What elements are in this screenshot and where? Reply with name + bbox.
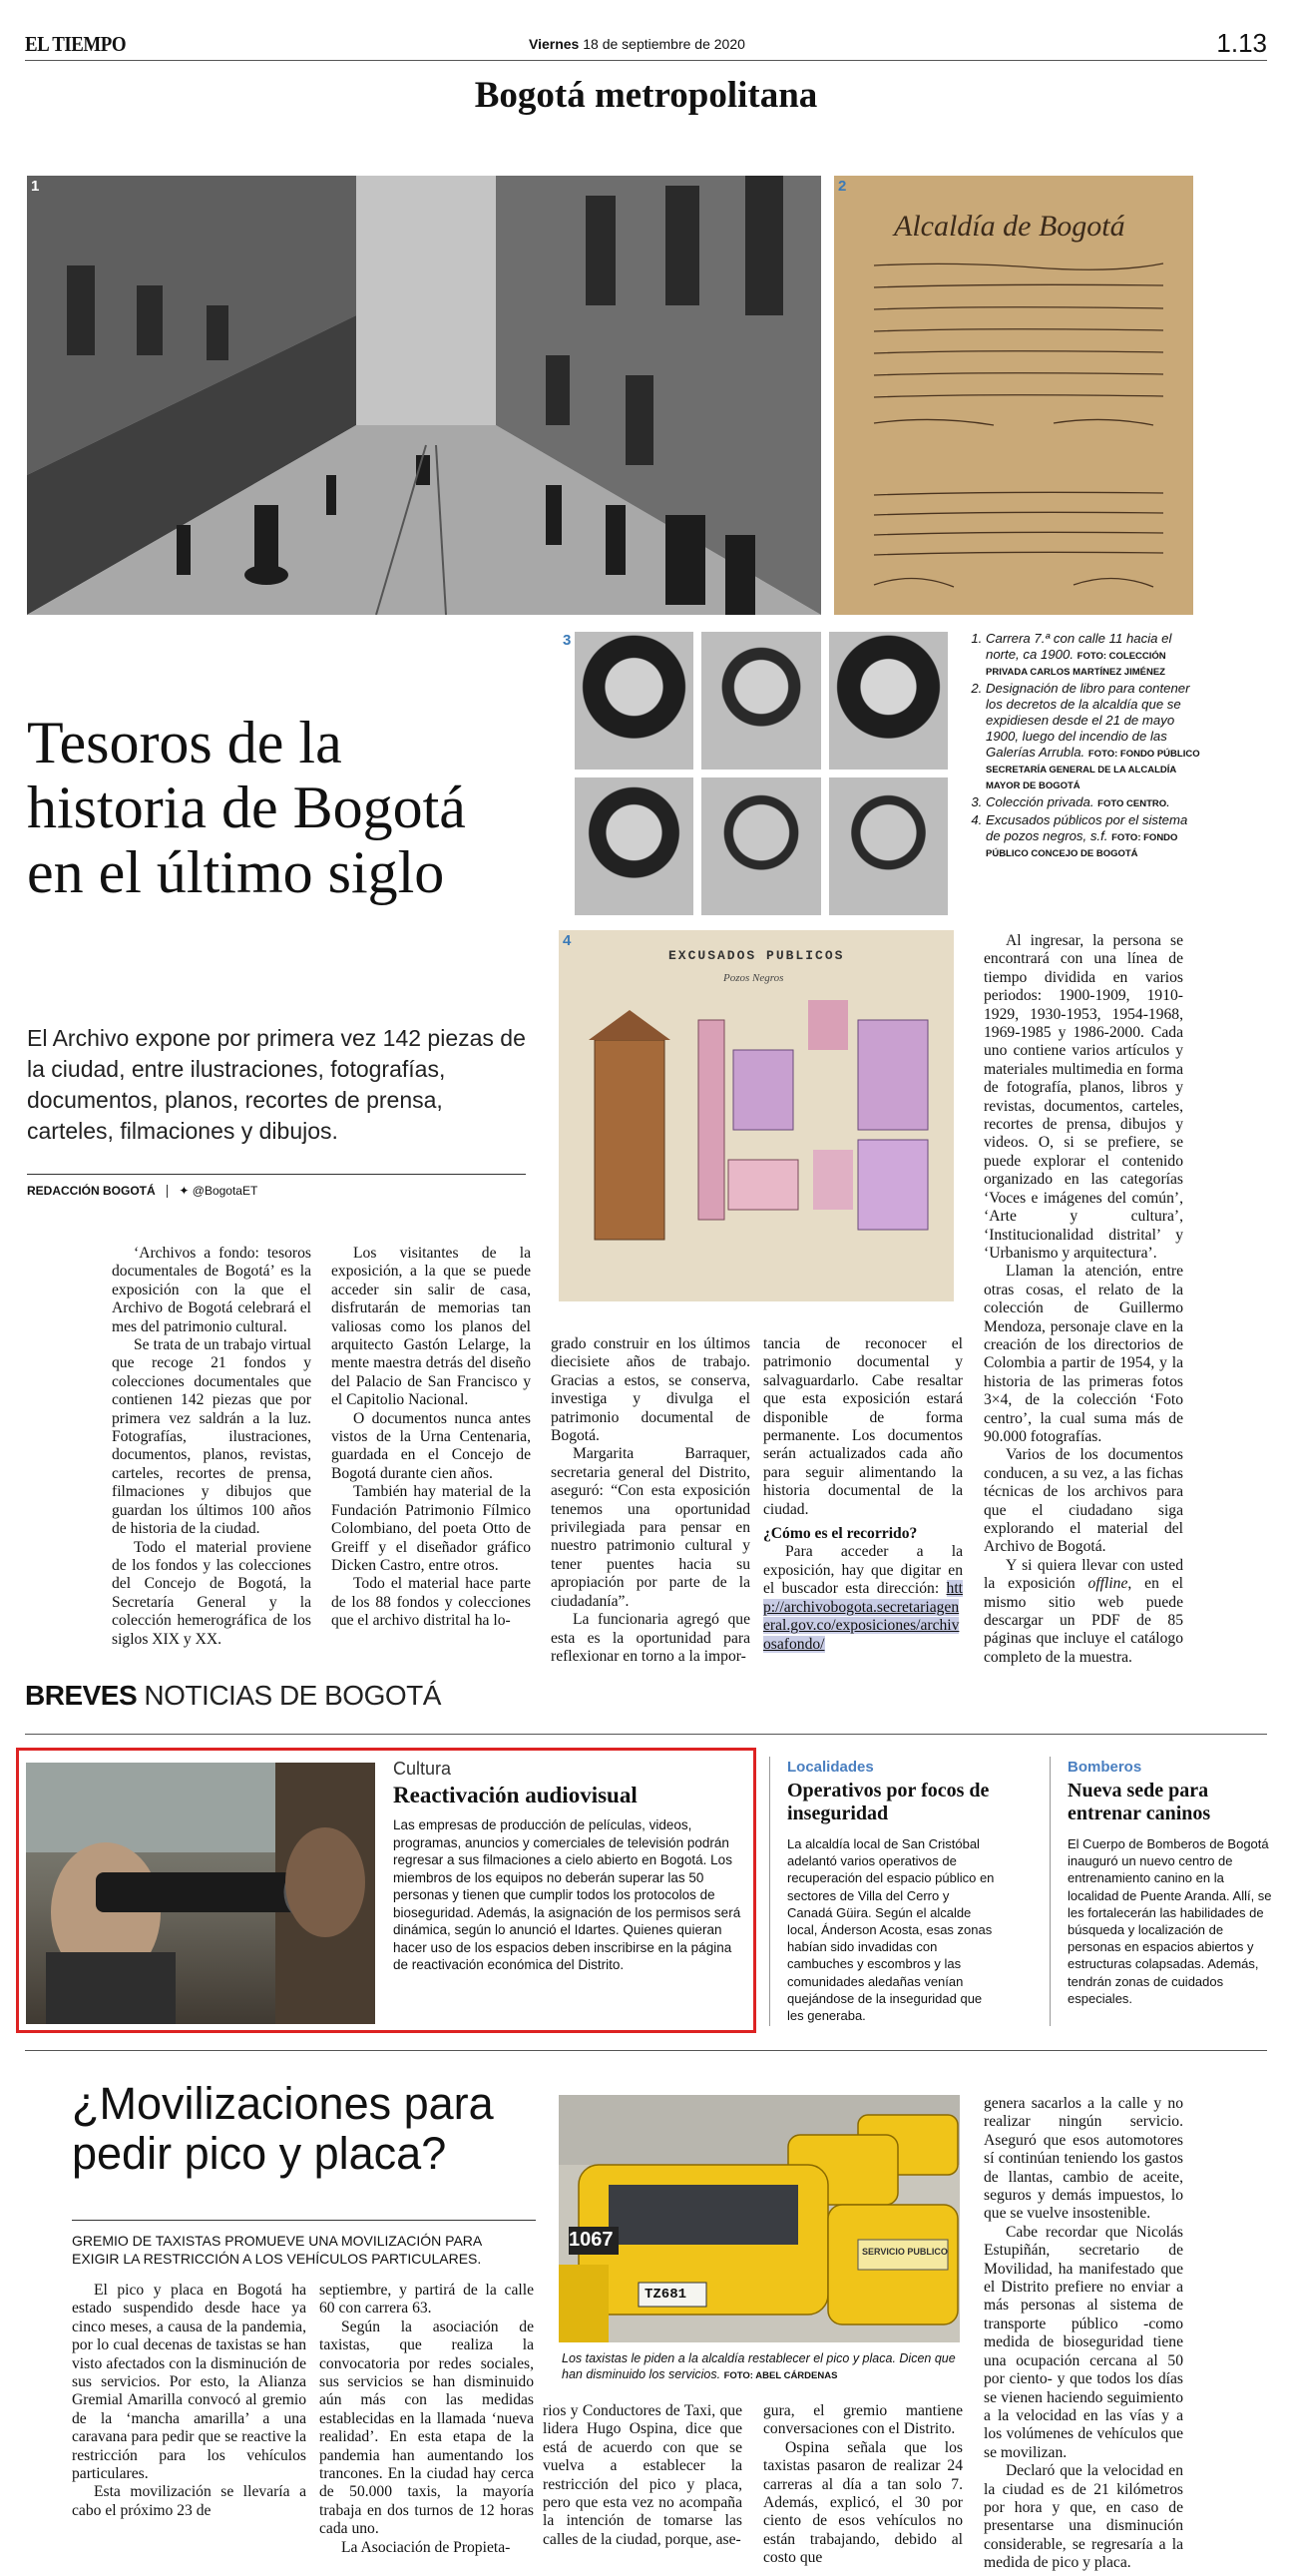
breve-label: Localidades [787, 1759, 874, 1776]
article-column-3: grado construir en los últimos diecisiete años de trabajo. Gracias a estos, se conserva, investiga y divulga el patrimonio documental de Bogotá. Margarita Barraquer, secretaria general del Distrito, aseguró: “Con esta exposición tenemos una oportunidad privilegiada para pensar en nuestro patrimonio cultural y tener puentes hacia su apropiación por parte de la ciudadanía”. La funcionaria agregó que esta es la oportunidad para reflexionar en torno a la impor- [551, 1335, 750, 1665]
portrait [829, 632, 948, 770]
taxi-column-2: septiembre, y partirá de la calle 60 con carrera 63. Según la asociación de taxistas, que realiza la convocatoria por redes sociales, sus servicios se han disminuido aún más con las medidas establecidas en la llamada ‘nueva realidad’. En esta etapa de la pandemia han aumentando los trancones. En la ciudad hay cerca de 50.000 taxis, la mayoría trabaja en dos turnos de 12 horas cada uno. La Asociación de Propieta- [319, 2282, 534, 2556]
breve-culture [393, 1759, 742, 1974]
article-column-4: tancia de reconocer el patrimonio documental y salvaguardarlo. Cabe resaltar que esta exposición estará disponible de forma permanente. Los documentos serán actualizados cada año para seguir alimentando la historia documental de la ciudad. ¿Cómo es el recorrido? Para acceder a la exposición, hay que digitar en el buscador esta dirección: http://archivobogota.secretariageneral.gov.co/exposiciones/archivosafondo/ [763, 1335, 963, 1653]
breves-rule [25, 1734, 1267, 1735]
breve-text: La alcaldía local de San Cristóbal adelantó varios operativos de recuperación del espacio público en sectores de Villa del Cerro y Canadá Güira. Según el alcalde local, Ánderson Acosta, esas zonas habían sido invadidas con cambuches y escombros y las comunidades aledañas venían quejándose de la inseguridad que les generaba. [787, 1836, 995, 2024]
plan-heading: EXCUSADOS PUBLICOS [668, 948, 845, 963]
masthead [25, 28, 1267, 56]
breves-title: BREVES NOTICIAS DE BOGOTÁ [25, 1680, 441, 1711]
taxi-number-plate: 1067 [569, 2229, 614, 2251]
article-column-2: Los visitantes de la exposición, a la que se puede acceder sin salir de casa, disfrutarán de memorias tan valiosas como los planos del arquitecto Gastón Lelarge, la mente maestra detrás del diseño del Palacio de San Francisco y el Capitolio Nacional. O documentos nunca antes vistos de la Urna Centenaria, guardada en el Concejo de Bogotá durante cien años. También hay material de la Fundación Patrimonio Fílmico Colombiano, del poeta Otto de Greiff y el diseñador gráfico Dicken Castro, entre otros. Todo el material hace parte de los 88 fondos y colecciones que el archivo distrital ha lo- [331, 1245, 531, 1630]
document-heading: Alcaldía de Bogotá [894, 210, 1125, 243]
photo-decree-book [834, 176, 1193, 615]
twitter-handle[interactable]: @BogotaET [192, 1184, 258, 1198]
twitter-icon: ✦ [179, 1184, 190, 1198]
portrait [575, 632, 693, 770]
photo-number: 1 [31, 178, 40, 195]
logo: EL TIEMPO [25, 32, 127, 56]
taxi-service-sign: SERVICIO PUBLICO [862, 2247, 948, 2257]
portrait [701, 777, 820, 915]
photo-taxis [559, 2095, 960, 2342]
taxi-photo-caption: Los taxistas le piden a la alcaldía restablecer el pico y placa. Dicen que han disminuido los servicios. FOTO: ABEL CÁRDENAS [562, 2351, 956, 2381]
article-column-5: Al ingresar, la persona se encontrará con una línea de tiempo dividida en varios periodos: 1900-1909, 1910-1929, 1930-1953, 1954-1968, 1969-1985 y 1986-2000. Cada uno contiene varios artículos y materiales multimedia en forma de fotografía, planos, libros y revistas, documentos, carteles, recortes de prensa, dibujos y videos. O, si se prefiere, se puede explorar el contenido organizado en las categorías ‘Voces e imágenes del común’, ‘Arte y cultura’, ‘Institucionalidad distrital’ y ‘Urbanismo y arquitectura’. Llaman la atención, entre otras cosas, el relato de la colección de Guillermo Mendoza, personaje clave en la creación de los directorios de Colombia a partir de 1954, y la historia de las primeras fotos 3×4, de la colección ‘Foto centro’, la cual suma más de 90.000 fotografías. Varios de los documentos conducen, a su vez, a las fichas técnicas de los archivos para que el ciudadano siga explorando el material del Archivo de Bogotá. Y si quiera llevar con usted la exposición offline, en el mismo sitio web puede descargar un PDF de 85 páginas que incluye el catálogo completo de la muestra. [984, 932, 1183, 1666]
taxi-column-4: gura, el gremio mantiene conversaciones con el Distrito. Ospina señala que los taxistas pasaron de realizar 24 carreras al día a tan solo 7. Además, explicó, el 30 por ciento de esos vehículos no están trabajando, debido al costo que [763, 2402, 963, 2567]
taxi-deck-rule [72, 2220, 536, 2221]
section-title: Bogotá metropolitana [474, 75, 818, 116]
header-rule [25, 60, 1267, 61]
photo-film-camera [26, 1763, 375, 2024]
portrait [829, 777, 948, 915]
byline-author: REDACCIÓN BOGOTÁ [27, 1184, 156, 1198]
breve-bomberos [1068, 1759, 1272, 2007]
breve-title: Reactivación audiovisual [393, 1783, 638, 1807]
breve-text: Las empresas de producción de películas, videos, programas, anuncios y comerciales de televisión podrán regresar a sus filmaciones a cielo abierto en Bogotá. Los miembros de los equipos no deberán superar las 50 personas y tienen que cumplir todos los protocolos de bioseguridad. Además, la asignación de los permisos será dinámica, según lo anunció el Idartes. Quienes quieran hacer uso de los espacios deben inscribirse en la página de reactivación económica del Distrito. [393, 1817, 741, 1972]
taxi-license-plate: TZ681 [645, 2287, 687, 2303]
breves-divider-2 [1050, 1757, 1051, 2026]
article-deck: El Archivo expone por primera vez 142 piezas de la ciudad, entre ilustraciones, fotografías, documentos, planos, recortes de prensa, carteles, filmaciones y dibujos. [27, 1025, 526, 1144]
page-number: 1.13 [1216, 28, 1267, 58]
photo-portraits-grid [565, 632, 948, 915]
byline [27, 1184, 257, 1198]
breve-label: Bomberos [1068, 1759, 1142, 1776]
portrait [701, 632, 820, 770]
photo-number: 4 [563, 932, 572, 949]
breve-localidades [787, 1759, 997, 2024]
subheading: ¿Cómo es el recorrido? [763, 1525, 918, 1543]
breve-title: Nueva sede para entrenar caninos [1068, 1780, 1211, 1824]
plan-subheading: Pozos Negros [723, 972, 784, 984]
taxi-column-1: El pico y placa en Bogotá ha estado suspendido desde hace ya cinco meses, a causa de la pandemia, por lo cual decenas de taxistas se han visto afectados con la disminución de sus servicios. Por esto, la Alianza Gremial Amarilla convocó al gremio de la ‘mancha amarilla’ a una caravana para pedir que se reactive la restricción para los vehículos particulares. Esta movilización se llevaría a cabo el próximo 23 de [72, 2282, 306, 2519]
breve-text: El Cuerpo de Bomberos de Bogotá inauguró un nuevo centro de entrenamiento canino en la localidad de Puente Aranda. Allí, se les fortalecerán las habilidades de búsqueda y localización de personas en espacios abiertos y estructuras colapsadas. Además, tendrán zonas de cuidados especiales. [1068, 1836, 1272, 2006]
page-date: Viernes 18 de septiembre de 2020 [529, 36, 745, 52]
breves-bottom-rule [25, 2050, 1267, 2051]
photo-number: 2 [838, 178, 847, 195]
photo-public-toilets-plan [559, 930, 954, 1301]
taxi-column-5: genera sacarlos a la calle y no realizar ningún servicio. Aseguró que esos automotores sí continúan teniendo los gastos de llantas, cambio de aceite, seguros y demás impuestos, lo que se vuelve insostenible. Cabe recordar que Nicolás Estupiñán, secretario de Movilidad, ha manifestado que el Distrito prefiere no enviar a más personas al sistema de transporte público -como medida de bioseguridad tiene una ocupación cercana al 50 por ciento- y que todos los días se vienen haciendo seguimiento a la velocidad en las vías y a los volúmenes de vehículos que se movilizan. Declaró que la velocidad en la ciudad es de 21 kilómetros por hora y que, en caso de presentarse una disminución considerable, se regresaría a la medida de pico y placa. [984, 2095, 1183, 2572]
exhibition-link[interactable]: http://archivobogota.secretariageneral.gov.co/exposiciones/archivosafondo/ [763, 1580, 963, 1653]
portrait [575, 777, 693, 915]
photo-street-1900 [27, 176, 821, 615]
article-column-1: ‘Archivos a fondo: tesoros documentales de Bogotá’ es la exposición con la que el Archivo de Bogotá celebrará el mes del patrimonio cultural. Se trata de un trabajo virtual que recoge 21 fondos y colecciones documentales que contienen 142 piezas que por primera vez saldrán a la luz. Fotografías, ilustraciones, documentos, planos, revistas, carteles, recortes de prensa, filmaciones y dibujos que guardan los últimos 100 años de historia de la ciudad. Todo el material proviene de los fondos y las colecciones del Concejo de Bogotá, la Secretaría General y la colección hemerográfica de los siglos XIX y XX. [112, 1245, 311, 1648]
taxi-column-3: rios y Conductores de Taxi, que lidera Hugo Ospina, dice que está de acuerdo con que se vuelva a establecer la restricción del pico y placa, pero que esta vez no acompaña la intención de tomarse las calles de la ciudad, porque, ase- [543, 2402, 742, 2548]
breve-title: Operativos por focos de inseguridad [787, 1780, 990, 1824]
article-headline: Tesoros de la historia de Bogotá en el último siglo [27, 710, 466, 905]
taxi-deck: GREMIO DE TAXISTAS PROMUEVE UNA MOVILIZACIÓN PARA EXIGIR LA RESTRICCIÓN A LOS VEHÍCULOS PARTICULARES. [72, 2233, 482, 2267]
taxi-headline: ¿Movilizaciones para pedir pico y placa? [72, 2078, 494, 2179]
breve-label: Cultura [393, 1759, 452, 1779]
breves-divider-1 [769, 1757, 770, 2026]
photo-number: 3 [563, 632, 572, 649]
caption-item: 1. Carrera 7.ª con calle 11 hacia el norte, ca 1900. FOTO: COLECCIÓN PRIVADA CARLOS MARTÍNEZ JIMÉNEZ [986, 631, 1203, 679]
caption-item: 4. Excusados públicos por el sistema de pozos negros, s.f. FOTO: FONDO PÚBLICO CONCEJO DE BOGOTÁ [986, 812, 1203, 860]
photo-captions [972, 631, 1203, 862]
caption-item: 3. Colección privada. FOTO CENTRO. [986, 794, 1203, 810]
byline-rule [27, 1174, 526, 1175]
caption-item: 2. Designación de libro para contener los decretos de la alcaldía que se expidiesen desde el 21 de mayo 1900, luego del incendio de las Galerías Arrubla. FOTO: FONDO PÚBLICO SECRETARÍA GENERAL DE LA ALCALDÍA MAYOR DE BOGOTÁ [986, 681, 1203, 792]
